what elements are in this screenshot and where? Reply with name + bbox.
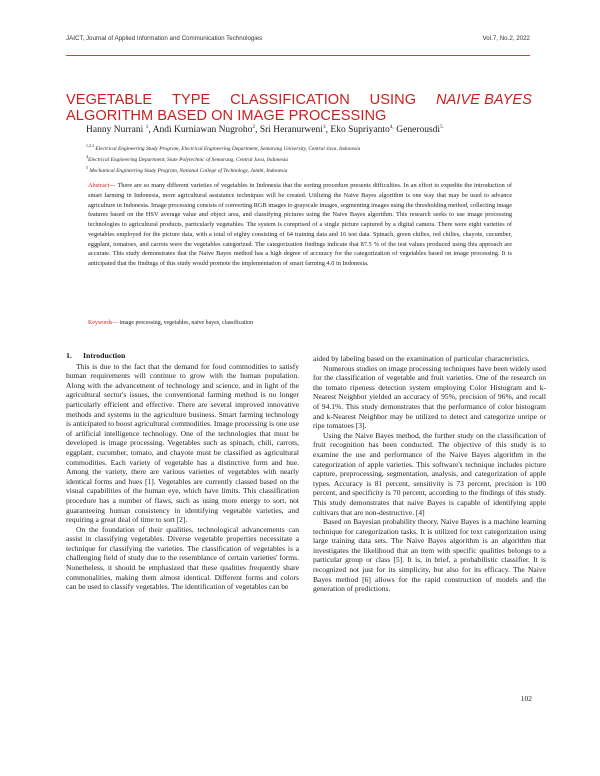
journal-name: JAICT, Journal of Applied Information and Communication Technologies bbox=[66, 35, 263, 42]
keywords-label: Keywords— bbox=[88, 320, 119, 326]
author: Hanny Nurrani $^1$ bbox=[86, 124, 149, 136]
running-header bbox=[66, 35, 530, 42]
volume-info: Vol.7, No.2, 2022 bbox=[482, 35, 530, 42]
paper-title bbox=[66, 92, 532, 124]
title-italic-term: NAIVE BAYES bbox=[435, 92, 532, 108]
title-line-1 bbox=[66, 92, 532, 108]
section-number: 1. bbox=[66, 351, 72, 360]
page-number: 102 bbox=[520, 694, 532, 703]
title-word: CLASSIFICATION bbox=[230, 92, 350, 108]
abstract bbox=[88, 181, 512, 269]
abstract-text: There are so many different varieties of vegetables in Indonesia that the sorting procedure presents difficulties. In an effort to expedite the introduction of smart farming in Indonesia, more agricultural assistance techniques will be created. Utilizing the Naive Bayes algorithm is one way that may be used to advance agriculture in Indonesia. Image processing consists of converting RGB images to grayscale images, segmenting images using the thresholding method, collecting image features based on the HSV average value and object area, and classifying pictures using the Naive Bayes algorithm. This research seeks to use image processing technologies to agricultural products, particularly vegetables. The system is comprised of a single picture captured by a digital camera. There were eight varieties of vegetables employed for the picture data, with a total of eighty consisting of 64 training data and 16 test data. Spinach, green chilies, red chilies, chayote, cucumber, eggplant, tomatoes, and carrots were the vegetables categorized. The categorization findings indicate that 87.5 % of the test values produced using this approach are accurate. This study demonstrates that the Naive Bayes method has a high degree of accuracy for the categorization of vegetables based on image processing. It is anticipated that the findings of this study would promote the implementation of smart farming 4.0 in Indonesia. bbox=[88, 182, 512, 267]
title-line-2: ALGORITHM BASED ON IMAGE PROCESSING bbox=[66, 108, 387, 124]
keywords-text: image processing, vegetables, naive bayes, classification bbox=[118, 320, 254, 326]
body-paragraph: Numerous studies on image processing techniques have been widely used for the classification of vegetable and fruit varieties. One of the research on the tomato ripeness detection system employing Color Histogram and k-Nearest Neighbor yielded an accuracy of 95%, precision of 96%, and recall of 94.1%. This study demonstrates that the performance of color histogram and k-Nearest Neighbor may be utilized to detect and categorize unripe or ripe tomatoes [3]. bbox=[313, 363, 546, 431]
author-list: Hanny Nurrani $^1$, Andi Kurniawan Nugroho$^2$, Sri Heranurweni$^3$, Eko Supriyanto$^{4,}$ Generousdi$^5$ bbox=[86, 124, 443, 136]
affiliation: $^5$ Mechanical Engineering Study Program, National College of Technology, Jambi, Indonesia bbox=[86, 165, 288, 174]
right-column bbox=[313, 354, 546, 594]
body-paragraph: This is due to the fact that the demand for food commodities to satisfy human requirements will continue to grow with the human population. Along with the advancement of technology and science, and in light of the agricultural sector's issues, the conventional farming method is no longer particularly efficient and effective. There are several improved innovative methods and systems in the agriculture business. Smart farming technology is anticipated to boost agricultural commodities. Image processing is one use of artificial intelligence technology. One of the technologies that must be developed is image processing. Vegetables such as spinach, chili, carrots, eggplant, cucumber, tomato, and chayote must be classified as agricultural commodities. Each variety of vegetable has a distinctive form and hue. Among the variety, there are various varieties of vegetables with nearly identical forms and hues [1]. Vegetables are currently classed based on the visual capabilities of the human eye, which have limits. This classification procedure has a number of flaws, such as using more energy to sort, not guaranteeing human consistency in identifying vegetable varieties, and requiring a great deal of time to sort [2]. bbox=[66, 361, 299, 525]
left-column bbox=[66, 351, 299, 592]
title-word: USING bbox=[369, 92, 417, 108]
author: Sri Heranurweni$^3$ bbox=[259, 124, 326, 136]
keywords bbox=[88, 320, 512, 326]
affiliation: $^4$Electrical Engineering Department, State Polytechnic of Semarang, Central Java, Indonesia bbox=[86, 154, 289, 163]
author: Eko Supriyanto$^{4,}$ bbox=[330, 124, 394, 136]
header-divider bbox=[66, 55, 530, 56]
section-title: Introduction bbox=[83, 351, 126, 360]
abstract-label: Abstract— bbox=[88, 182, 116, 189]
title-word: VEGETABLE bbox=[66, 92, 153, 108]
author: Generousdi$^5$ bbox=[396, 124, 443, 136]
affiliations bbox=[86, 142, 536, 175]
body-paragraph-continuation: aided by labeling based on the examination of particular characteristics. bbox=[313, 354, 530, 363]
title-word: TYPE bbox=[172, 92, 211, 108]
body-paragraph: Based on Bayesian probability theory, Naive Bayes is a machine learning technique for categorization tasks. It is utilized for text categorization using large training data sets. The Naive Bayes algorithm is an algorithm that investigates the likelihood that an item with specific qualities belongs to a particular group or class [5]. It is, in brief, a probabilistic classifier. It is recognized not just for its simplicity, but also for its efficacy. The Naive Bayes method [6] allows for the rapid construction of models and the generation of predictions. bbox=[313, 517, 546, 594]
body-paragraph: Using the Naive Bayes method, the further study on the classification of fruit recognition has been conducted. The objective of this study is to examine the use and performance of the Naive Bayes algorithm in the categorization of apple varieties. This software's technique includes picture capture, preprocessing, segmentation, analysis, and categorization of apple types. Accuracy is 81 percent, sensitivity is 73 percent, precision is 100 percent, and specificity is 70 percent, according to the findings of this study. This study demonstrates that naive Bayes is capable of identifying apple cultivars that are non-destructive. [4] bbox=[313, 430, 546, 517]
body-paragraph: On the foundation of their qualities, technological advancements can assist in classifying vegetables. Diverse vegetable properties necessitate a technique for classifying the varieties. The classification of vegetables is a challenging field of study due to the resemblance of certain varieties' forms. Nonetheless, it should be emphasized that these qualities frequently share commonalities, making them almost identical. Different forms and colors can be used to classify vegetables. The identification of vegetables can be bbox=[66, 524, 299, 592]
author: Andi Kurniawan Nugroho$^2$ bbox=[152, 124, 256, 136]
affiliation: $^{1,2,3}$ Electrical Engineering Study Program, Electrical Engineering Department, Semarang University, Central Java, Indonesia bbox=[86, 143, 361, 152]
section-heading bbox=[66, 351, 299, 361]
